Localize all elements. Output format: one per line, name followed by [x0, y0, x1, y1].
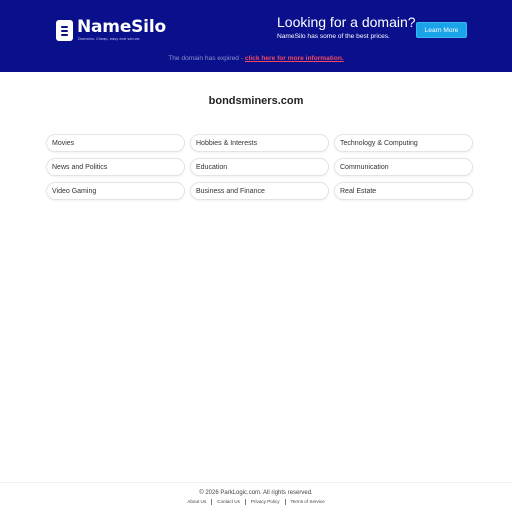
footer-copyright: © 2026 ParkLogic.com. All rights reserved. — [199, 490, 313, 496]
category-grid — [46, 134, 473, 200]
promo-subtitle: NameSilo has some of the best prices. — [277, 33, 390, 40]
header-banner — [0, 0, 512, 72]
category-link[interactable]: Real Estate — [334, 182, 473, 200]
namesilo-logo-icon — [56, 20, 73, 41]
footer-divider — [0, 482, 512, 483]
category-link[interactable]: Technology & Computing — [334, 134, 473, 152]
category-link[interactable]: Education — [190, 158, 329, 176]
category-link[interactable]: Communication — [334, 158, 473, 176]
footer-link-about[interactable]: About Us — [187, 499, 207, 504]
logo-name: NameSilo — [77, 17, 166, 37]
footer-link-privacy[interactable]: Privacy Policy — [245, 499, 285, 505]
footer-links — [0, 499, 512, 505]
promo-title: Looking for a domain? — [277, 14, 416, 30]
category-link[interactable]: Business and Finance — [190, 182, 329, 200]
more-info-link[interactable]: click here for more information. — [244, 55, 344, 62]
footer-link-contact[interactable]: Contact Us — [211, 499, 245, 505]
footer-link-terms[interactable]: Terms of Service — [285, 499, 330, 505]
namesilo-logo[interactable] — [56, 18, 166, 42]
expired-notice-text: The domain has expired - — [168, 55, 245, 62]
category-link[interactable]: Hobbies & Interests — [190, 134, 329, 152]
category-link[interactable]: Video Gaming — [46, 182, 185, 200]
expired-notice — [0, 55, 512, 62]
domain-name: bondsminers.com — [208, 95, 304, 107]
category-link[interactable]: News and Politics — [46, 158, 185, 176]
logo-tagline: Domains. Cheap, easy and secure. — [78, 37, 141, 41]
category-link[interactable]: Movies — [46, 134, 185, 152]
learn-more-button[interactable]: Learn More — [416, 22, 467, 38]
